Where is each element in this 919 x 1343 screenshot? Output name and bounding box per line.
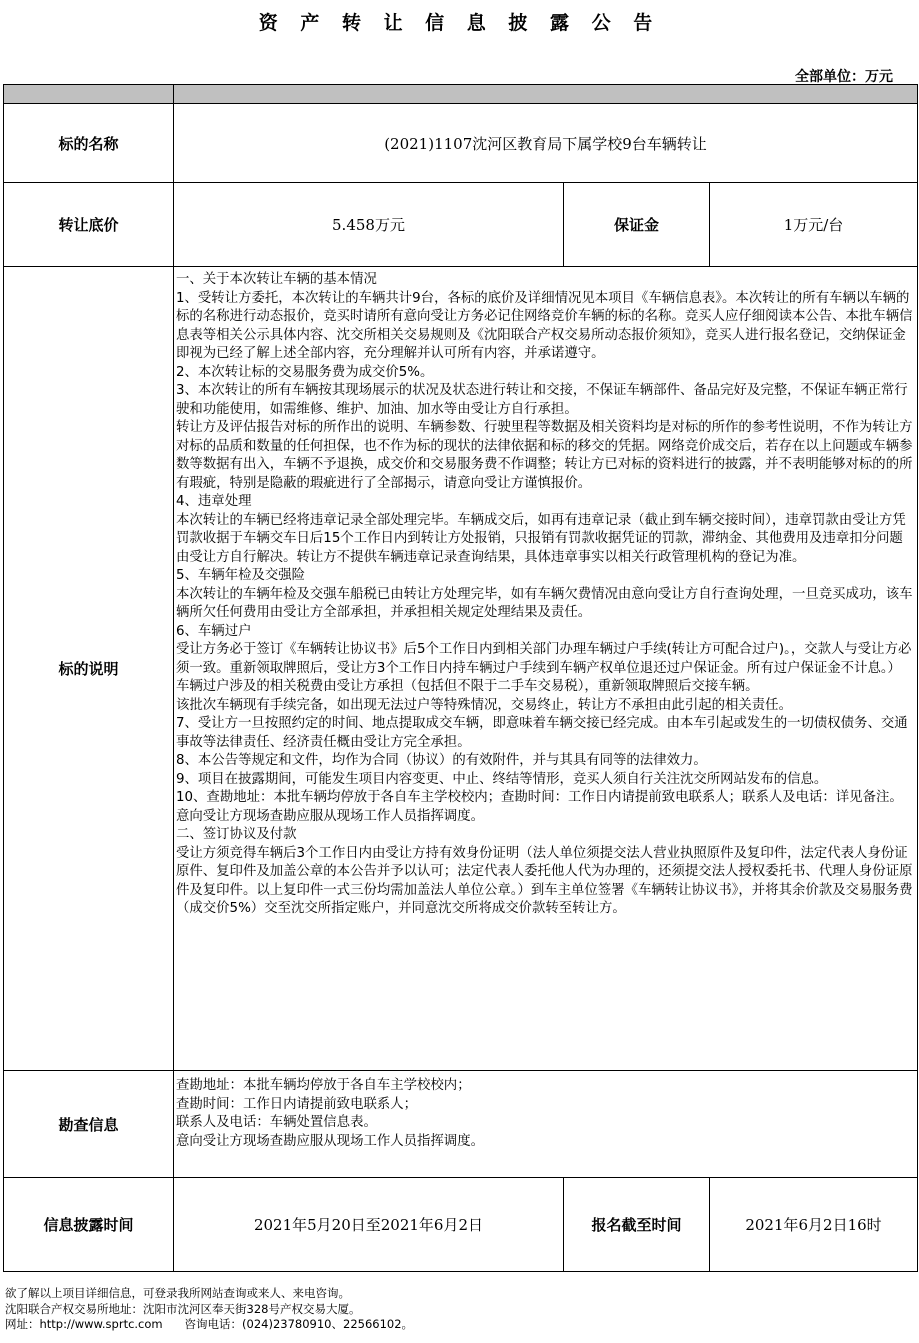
- desc-line: 2、本次转让标的交易服务费为成交价5%。: [176, 364, 434, 380]
- desc-line: 8、本公告等规定和文件，均作为合同（协议）的有效附件，并与其具有同等的法律效力。: [176, 753, 707, 768]
- inspect-line: 意向受让方现场查勘应服从现场工作人员指挥调度。: [176, 1133, 484, 1149]
- inspection-row: [4, 1071, 918, 1178]
- desc-line: 该批次车辆现有手续完备，如出现无法过户等特殊情况，交易终止，转让方不承担由此引起的相关责任。: [176, 697, 792, 713]
- price-value: 5.458万元: [174, 183, 564, 267]
- inspect-line: 查勘时间：工作日内请提前致电联系人；: [176, 1096, 418, 1112]
- footer: [5, 1286, 413, 1333]
- desc-line: 3、本次转让的所有车辆按其现场展示的状况及状态进行转让和交接，不保证车辆部件、备品完好及完整，不保证车辆正常行驶和功能使用，如需维修、维护、加油、加水等由受让方自行承担。: [176, 383, 908, 417]
- page-title: 资 产 转 让 信 息 披 露 公 告: [258, 12, 661, 34]
- desc-line: 本次转让的车辆年检及交强车船税已由转让方处理完毕，如有车辆欠费情况由意向受让方自行查询处理，一旦竞买成功，该车辆所欠任何费用由受让方全部承担，并承担相关规定处理结果及责任。: [176, 586, 913, 620]
- deposit-label: 保证金: [564, 183, 710, 267]
- inspect-line: 查勘地址：本批车辆均停放于各自车主学校校内；: [176, 1078, 471, 1093]
- desc-line: 10、查勘地址：本批车辆均停放于各自车主学校校内；查勘时间：工作日内请提前致电联系人；联系人及电话：详见备注。意向受让方现场查勘应服从现场工作人员指挥调度。: [176, 790, 903, 824]
- desc-line: 本次转让的车辆已经将违章记录全部处理完毕。车辆成交后，如再有违章记录（截止到车辆交接时间），违章罚款由受让方凭罚款收据于车辆交车日后15个工作日内到转让方处报销，只报销有罚款收据凭证的罚款，滞纳金、其他费用及违章扣分问题由受让方自行解决。转让方不提供车辆违章记录查询结果，具体违章事实以相关行政管理机构的登记为准。: [176, 512, 906, 565]
- desc-line: 7、受让方一旦按照约定的时间、地点提取成交车辆，即意味着车辆交接已经完成。由本车引起或发生的一切债权债务、交通事故等法律责任、经济责任概由受让方完全承担。: [176, 716, 908, 750]
- desc-line: 6、车辆过户: [176, 623, 252, 639]
- period-label: 信息披露时间: [4, 1178, 174, 1272]
- price-row: [4, 183, 918, 267]
- footer-line: 沈阳联合产权交易所地址：沈阳市沈河区奉天街328号产权交易大厦。: [5, 1301, 361, 1316]
- description-body: [174, 267, 918, 1071]
- desc-line: 1、受转让方委托，本次转让的车辆共计9台，各标的底价及详细情况见本项目《车辆信息表》。本次转让的所有车辆以车辆的标的名称进行动态报价，竞买时请所有意向受让方务必记住网络竞价车辆的标的名称。竞买人应仔细阅读本公告、本批车辆信息表等相关公示具体内容、沈交所相关交易规则及《沈阳联合产权交易所动态报价须知》，竞买人进行报名登记，交纳保证金即视为已经了解上述全部内容，充分理解并认可所有内容，并承诺遵守。: [176, 290, 913, 361]
- unit-note: 全部单位：万元: [795, 69, 893, 85]
- header-bar-cell: [4, 85, 174, 104]
- deadline-value: 2021年6月2日16时: [710, 1178, 918, 1272]
- inspection-body: [174, 1071, 918, 1178]
- description-row: [4, 267, 918, 1071]
- footer-line: 网址：http://www.sprtc.com 咨询电话：(024)23780910、22566102。: [5, 1317, 414, 1331]
- desc-line: 受让方须竞得车辆后3个工作日内由受让方持有效身份证明（法人单位须提交法人营业执照原件及复印件，法定代表人身份证原件、复印件及加盖公章的本公告并予以认可；法定代表人委托他人代为办理的，还须提交法人授权委托书、代理人身份证原件及复印件。以上复印件一式三份均需加盖法人单位公章。）到车主单位签署《车辆转让协议书》，并将其余价款及交易服务费（成交价5%）交至沈交所指定账户，并同意沈交所将成交价款转至转让方。: [176, 845, 913, 916]
- deposit-value: 1万元/台: [710, 183, 918, 267]
- desc-line: 受让方务必于签订《车辆转让协议书》后5个工作日内到相关部门办理车辆过户手续(转让方可配合过户)。，交款人与受让方必须一致。重新领取牌照后，受让方3个工作日内持车辆过户手续到车辆产权单位退还过户保证金。所有过户保证金不计息。）: [176, 642, 912, 676]
- name-value: (2021)1107沈河区教育局下属学校9台车辆转让: [174, 104, 918, 183]
- header-bar-row: [4, 85, 918, 104]
- price-label: 转让底价: [4, 183, 174, 267]
- period-row: [4, 1178, 918, 1272]
- desc-line: 一、关于本次转让车辆的基本情况: [176, 272, 377, 287]
- desc-line: 二、签订协议及付款: [176, 827, 297, 842]
- inspect-line: 联系人及电话：车辆处置信息表。: [176, 1115, 377, 1130]
- description-label: 标的说明: [4, 267, 174, 1071]
- inspection-label: 勘查信息: [4, 1071, 174, 1178]
- desc-line: 5、车辆年检及交强险: [176, 568, 306, 583]
- disclosure-table: [3, 84, 918, 1272]
- footer-line: 欲了解以上项目详细信息，可登录我所网站查询或来人、来电咨询。: [5, 1286, 350, 1300]
- desc-line: 转让方及评估报告对标的所作出的说明、车辆参数、行驶里程等数据及相关资料均是对标的所作的参考性说明，不作为转让方对标的品质和数量的任何担保，也不作为标的现状的法律依据和标的移交的凭据。网络竞价成交后，若存在以上问题或车辆参数等数据有出入，车辆不予退换，成交价和交易服务费不作调整；转让方已对标的资料进行的披露，并不表明能够对标的的所有瑕疵，特别是隐蔽的瑕疵进行了全部揭示，请意向受让方谨慎报价。: [176, 420, 913, 491]
- desc-line: 9、项目在披露期间，可能发生项目内容变更、中止、终结等情形，竞买人须自行关注沈交所网站发布的信息。: [176, 771, 828, 787]
- desc-line: 4、违章处理: [176, 494, 252, 509]
- deadline-label: 报名截至时间: [564, 1178, 710, 1272]
- header-bar-cell: [174, 85, 918, 104]
- desc-line: 车辆过户涉及的相关税费由受让方承担（包括但不限于二手车交易税），重新领取牌照后交接车辆。: [176, 679, 759, 694]
- name-label: 标的名称: [4, 104, 174, 183]
- name-row: [4, 104, 918, 183]
- period-value: 2021年5月20日至2021年6月2日: [174, 1178, 564, 1272]
